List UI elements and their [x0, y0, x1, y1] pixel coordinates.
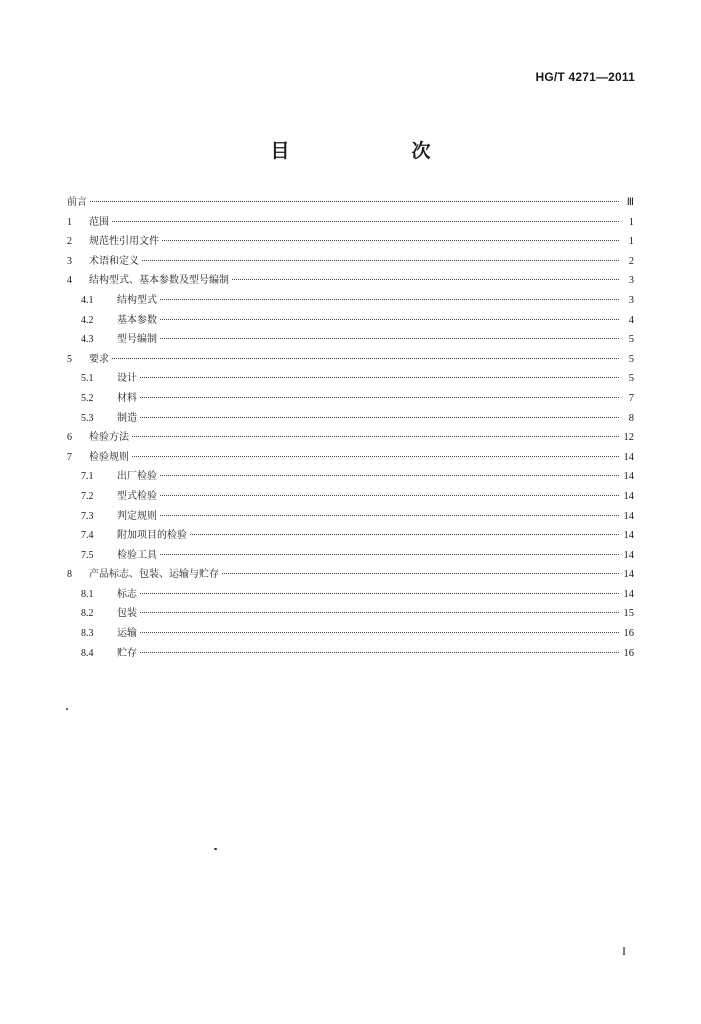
toc-entry-label: 附加项目的检验: [117, 530, 187, 542]
toc-dot-leader: [160, 319, 619, 320]
toc-entry-page: 16: [623, 647, 634, 659]
toc-entry-number: 2: [67, 236, 72, 248]
toc-entry[interactable]: [67, 467, 634, 487]
toc-entry-label: 制造: [117, 412, 137, 424]
toc-entry[interactable]: [67, 311, 634, 331]
toc-entry-number: 8.3: [81, 628, 94, 640]
toc-entry-number: 5.2: [81, 392, 94, 404]
toc-entry-label: 型式检验: [117, 490, 157, 502]
toc-dot-leader: [132, 456, 619, 457]
toc-entry-page: 14: [623, 510, 634, 522]
toc-entry-label: 产品标志、包装、运输与贮存: [89, 569, 219, 581]
scan-speck: [214, 848, 217, 850]
toc-entry-page: 1: [628, 236, 634, 248]
toc-entry-page: 14: [623, 451, 634, 463]
toc-dot-leader: [140, 417, 619, 418]
toc-entry-number: 4.2: [81, 314, 94, 326]
toc-entry[interactable]: [67, 291, 634, 311]
toc-entry-number: 6: [67, 432, 72, 444]
toc-dot-leader: [90, 201, 619, 202]
toc-entry-page: 12: [623, 432, 634, 444]
toc-entry-page: 14: [623, 530, 634, 542]
toc-dot-leader: [140, 377, 619, 378]
toc-entry-label: 前言: [67, 197, 87, 208]
toc-entry[interactable]: [67, 546, 634, 566]
toc-dot-leader: [160, 475, 619, 476]
toc-entry-label: 标志: [117, 588, 137, 600]
toc-entry-page: 14: [623, 588, 634, 600]
toc-entry[interactable]: [67, 369, 634, 389]
toc-entry[interactable]: [67, 585, 634, 605]
toc-entry[interactable]: [67, 350, 634, 370]
toc-entry-label: 材料: [117, 392, 137, 404]
toc-entry-page: 16: [623, 628, 634, 640]
toc-entry-label: 检验规则: [89, 451, 129, 463]
toc-entry-page: 7: [628, 392, 634, 404]
toc-entry-label: 结构型式、基本参数及型号编制: [89, 275, 229, 287]
toc-entry[interactable]: [67, 232, 634, 252]
toc-entry[interactable]: [67, 271, 634, 291]
toc-entry-number: 8.1: [81, 588, 94, 600]
toc-entry-number: 7: [67, 451, 72, 463]
toc-entry-page: 4: [628, 314, 634, 326]
toc-entry-number: 1: [67, 216, 72, 228]
toc-entry-page: 15: [623, 608, 634, 620]
toc-entry[interactable]: [67, 428, 634, 448]
toc-entry-label: 范围: [89, 216, 109, 228]
toc-entry[interactable]: [67, 526, 634, 546]
toc-entry-label: 设计: [117, 373, 137, 385]
toc-entry-number: 7.2: [81, 490, 94, 502]
toc-dot-leader: [132, 436, 619, 437]
toc-dot-leader: [190, 534, 619, 535]
toc-dot-leader: [140, 612, 619, 613]
page-number: I: [622, 944, 626, 958]
toc-entry-number: 7.4: [81, 530, 94, 542]
toc-entry[interactable]: [67, 624, 634, 644]
toc-entry-page: 3: [628, 294, 634, 306]
toc-entry-number: 8.4: [81, 647, 94, 659]
toc-dot-leader: [112, 221, 619, 222]
toc-dot-leader: [160, 299, 619, 300]
toc-entry-page: 5: [628, 353, 634, 365]
toc-entry-page: 14: [623, 549, 634, 561]
toc-entry-number: 4: [67, 275, 72, 287]
toc-entry[interactable]: [67, 193, 634, 213]
toc-entry-number: 5: [67, 353, 72, 365]
toc-entry-page: 5: [628, 334, 634, 346]
toc-dot-leader: [160, 515, 619, 516]
toc-entry[interactable]: [67, 409, 634, 429]
toc-dot-leader: [160, 338, 619, 339]
toc-dot-leader: [140, 593, 619, 594]
toc-entry[interactable]: [67, 252, 634, 272]
toc-entry-number: 7.3: [81, 510, 94, 522]
toc-dot-leader: [112, 358, 619, 359]
toc-entry-page: 1: [628, 216, 634, 228]
toc-entry-number: 3: [67, 255, 72, 267]
page-title: 目 次: [270, 140, 459, 162]
toc-entry-label: 判定规则: [117, 510, 157, 522]
toc-dot-leader: [232, 279, 619, 280]
toc-entry-page: 3: [628, 275, 634, 287]
toc-entry-label: 贮存: [117, 647, 137, 659]
toc-entry-label: 结构型式: [117, 294, 157, 306]
toc-entry-number: 7.1: [81, 471, 94, 483]
toc-entry-number: 4.1: [81, 294, 94, 306]
toc-entry-label: 运输: [117, 628, 137, 640]
toc-dot-leader: [162, 240, 619, 241]
toc-entry[interactable]: [67, 389, 634, 409]
toc-dot-leader: [140, 652, 619, 653]
toc-dot-leader: [160, 495, 619, 496]
toc-entry-page: 14: [623, 569, 634, 581]
toc-entry[interactable]: [67, 507, 634, 527]
toc-entry[interactable]: [67, 330, 634, 350]
toc-entry-number: 5.1: [81, 373, 94, 385]
toc-entry[interactable]: [67, 448, 634, 468]
toc-entry-number: 7.5: [81, 549, 94, 561]
standard-code: HG/T 4271—2011: [535, 70, 635, 84]
toc-entry[interactable]: [67, 213, 634, 233]
toc-entry-label: 术语和定义: [89, 255, 139, 267]
toc-entry-label: 要求: [89, 353, 109, 365]
toc-entry[interactable]: [67, 487, 634, 507]
toc-entry-page: 14: [623, 471, 634, 483]
toc-entry-number: 5.3: [81, 412, 94, 424]
table-of-contents: [67, 193, 634, 663]
toc-entry-label: 出厂检验: [117, 471, 157, 483]
toc-entry-label: 检验工具: [117, 549, 157, 561]
toc-entry-label: 型号编制: [117, 334, 157, 346]
toc-entry-page: 2: [628, 255, 634, 267]
toc-entry-number: 8: [67, 569, 72, 581]
toc-entry-label: 基本参数: [117, 314, 157, 326]
toc-entry-number: 8.2: [81, 608, 94, 620]
toc-entry-page: 14: [623, 490, 634, 502]
toc-dot-leader: [160, 554, 619, 555]
toc-entry[interactable]: [67, 604, 634, 624]
toc-entry-page: 5: [628, 373, 634, 385]
toc-dot-leader: [140, 397, 619, 398]
toc-entry-page: Ⅲ: [626, 197, 634, 208]
toc-entry-label: 检验方法: [89, 432, 129, 444]
scan-speck: [66, 708, 68, 710]
toc-dot-leader: [142, 260, 619, 261]
toc-entry-label: 包装: [117, 608, 137, 620]
toc-entry[interactable]: [67, 565, 634, 585]
toc-entry-label: 规范性引用文件: [89, 236, 159, 248]
toc-entry-page: 8: [628, 412, 634, 424]
toc-entry-number: 4.3: [81, 334, 94, 346]
toc-dot-leader: [222, 573, 619, 574]
toc-dot-leader: [140, 632, 619, 633]
toc-entry[interactable]: [67, 644, 634, 664]
